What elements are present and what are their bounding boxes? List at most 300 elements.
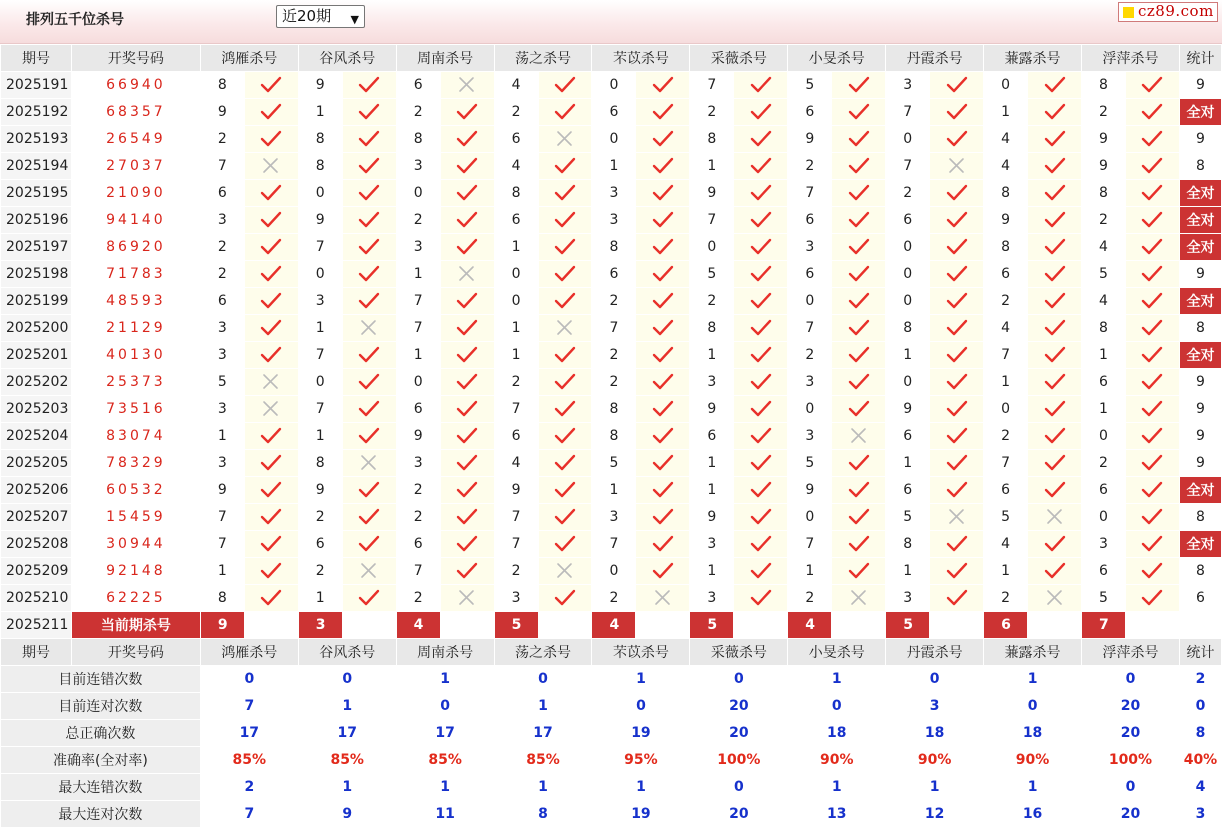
result-mark-cell xyxy=(930,450,984,477)
stats-label: 最大连错次数 xyxy=(1,774,201,801)
header-expert-3: 周南杀号 xyxy=(396,639,494,666)
result-mark-cell xyxy=(1125,423,1179,450)
result-mark-cell xyxy=(930,126,984,153)
check-mark-icon xyxy=(946,535,968,553)
kill-number-cell: 1 xyxy=(1082,342,1126,369)
result-mark-cell xyxy=(1028,315,1082,342)
result-mark-cell xyxy=(734,126,788,153)
kill-number-cell: 7 xyxy=(592,531,636,558)
check-mark-icon xyxy=(652,265,674,283)
kill-number-cell: 9 xyxy=(298,72,342,99)
kill-number-cell: 6 xyxy=(886,207,930,234)
draw-number-cell: 92148 xyxy=(71,558,200,585)
check-mark-icon xyxy=(652,508,674,526)
kill-number-cell: 0 xyxy=(592,72,636,99)
result-mark-cell xyxy=(244,558,298,585)
result-mark-cell xyxy=(734,369,788,396)
stat-cell: 6 xyxy=(1179,585,1221,612)
draw-number-cell: 26549 xyxy=(71,126,200,153)
result-mark-cell xyxy=(1028,99,1082,126)
kill-number-cell: 3 xyxy=(200,450,244,477)
draw-number-cell: 15459 xyxy=(71,504,200,531)
check-mark-icon xyxy=(1141,373,1163,391)
result-mark-cell xyxy=(636,153,690,180)
kill-number-cell: 0 xyxy=(298,261,342,288)
check-mark-icon xyxy=(1044,481,1066,499)
kill-number-cell: 9 xyxy=(984,207,1028,234)
check-mark-icon xyxy=(1141,211,1163,229)
kill-number-cell: 3 xyxy=(396,153,440,180)
draw-number-cell: 30944 xyxy=(71,531,200,558)
check-mark-icon xyxy=(456,427,478,445)
check-mark-icon xyxy=(848,319,870,337)
kill-number-cell: 1 xyxy=(1082,396,1126,423)
check-mark-icon xyxy=(358,400,380,418)
stat-cell: 9 xyxy=(1179,72,1221,99)
result-mark-cell xyxy=(1028,369,1082,396)
check-mark-icon xyxy=(652,211,674,229)
check-mark-icon xyxy=(750,589,772,607)
kill-number-cell: 2 xyxy=(494,558,538,585)
current-kill-number: 4 xyxy=(788,612,832,639)
kill-number-cell: 3 xyxy=(396,234,440,261)
result-mark-cell xyxy=(1028,234,1082,261)
result-mark-cell xyxy=(636,99,690,126)
check-mark-icon xyxy=(750,346,772,364)
kill-number-cell: 1 xyxy=(298,315,342,342)
result-mark-cell xyxy=(342,315,396,342)
kill-number-cell: 8 xyxy=(592,423,636,450)
stats-value: 100% xyxy=(690,747,788,774)
check-mark-icon xyxy=(946,481,968,499)
result-mark-cell xyxy=(832,153,886,180)
kill-number-cell: 5 xyxy=(690,261,734,288)
result-mark-cell xyxy=(734,423,788,450)
stats-value: 85% xyxy=(298,747,396,774)
result-mark-cell xyxy=(440,207,494,234)
all-correct-badge: 全对 xyxy=(1179,477,1221,504)
kill-number-cell: 1 xyxy=(298,423,342,450)
result-mark-cell xyxy=(734,234,788,261)
cross-mark-icon xyxy=(260,400,282,418)
check-mark-icon xyxy=(750,319,772,337)
stats-label: 最大连对次数 xyxy=(1,801,201,828)
result-mark-cell xyxy=(1125,531,1179,558)
check-mark-icon xyxy=(652,481,674,499)
check-mark-icon xyxy=(848,130,870,148)
check-mark-icon xyxy=(848,265,870,283)
cross-mark-icon xyxy=(1044,508,1066,526)
kill-number-cell: 3 xyxy=(886,585,930,612)
stat-cell: 8 xyxy=(1179,504,1221,531)
kill-number-cell: 1 xyxy=(396,261,440,288)
current-kill-spacer xyxy=(342,612,396,639)
check-mark-icon xyxy=(358,346,380,364)
stats-value: 20 xyxy=(690,693,788,720)
header-expert-5: 芣苡杀号 xyxy=(592,45,690,72)
check-mark-icon xyxy=(848,508,870,526)
result-mark-cell xyxy=(244,477,298,504)
kill-number-cell: 2 xyxy=(298,504,342,531)
result-mark-cell xyxy=(342,585,396,612)
kill-number-cell: 8 xyxy=(886,315,930,342)
kill-number-cell: 9 xyxy=(298,207,342,234)
table-row xyxy=(1,531,1222,558)
check-mark-icon xyxy=(946,130,968,148)
stats-value: 7 xyxy=(200,801,298,828)
check-mark-icon xyxy=(848,238,870,256)
kill-number-cell: 2 xyxy=(592,585,636,612)
check-mark-icon xyxy=(1141,346,1163,364)
period-cell: 2025195 xyxy=(1,180,72,207)
kill-number-cell: 3 xyxy=(494,585,538,612)
check-mark-icon xyxy=(848,400,870,418)
check-mark-icon xyxy=(1044,265,1066,283)
stats-value: 0 xyxy=(200,666,298,693)
kill-number-cell: 2 xyxy=(592,342,636,369)
check-mark-icon xyxy=(260,292,282,310)
kill-number-cell: 2 xyxy=(592,288,636,315)
kill-number-cell: 3 xyxy=(788,423,832,450)
result-mark-cell xyxy=(244,369,298,396)
header-draw: 开奖号码 xyxy=(71,639,200,666)
result-mark-cell xyxy=(440,288,494,315)
result-mark-cell xyxy=(636,504,690,531)
check-mark-icon xyxy=(260,211,282,229)
period-cell: 2025199 xyxy=(1,288,72,315)
draw-number-cell: 60532 xyxy=(71,477,200,504)
result-mark-cell xyxy=(244,72,298,99)
kill-number-cell: 0 xyxy=(494,261,538,288)
result-mark-cell xyxy=(930,531,984,558)
kill-number-cell: 6 xyxy=(1082,477,1126,504)
table-body xyxy=(1,45,1222,828)
header-expert-4: 荡之杀号 xyxy=(494,45,592,72)
period-select-value: 近20期 xyxy=(282,7,332,25)
period-cell: 2025200 xyxy=(1,315,72,342)
header-expert-8: 丹霞杀号 xyxy=(886,639,984,666)
check-mark-icon xyxy=(750,184,772,202)
result-mark-cell xyxy=(636,234,690,261)
cross-mark-icon xyxy=(554,130,576,148)
current-kill-spacer xyxy=(1028,612,1082,639)
kill-number-cell: 0 xyxy=(1082,423,1126,450)
result-mark-cell xyxy=(440,531,494,558)
check-mark-icon xyxy=(1044,346,1066,364)
check-mark-icon xyxy=(456,508,478,526)
check-mark-icon xyxy=(750,400,772,418)
table-row xyxy=(1,72,1222,99)
kill-number-cell: 0 xyxy=(886,261,930,288)
check-mark-icon xyxy=(456,481,478,499)
draw-number-cell: 68357 xyxy=(71,99,200,126)
result-mark-cell xyxy=(1028,477,1082,504)
result-mark-cell xyxy=(930,153,984,180)
period-cell: 2025191 xyxy=(1,72,72,99)
check-mark-icon xyxy=(554,292,576,310)
result-mark-cell xyxy=(342,234,396,261)
kill-number-cell: 6 xyxy=(690,423,734,450)
result-mark-cell xyxy=(734,342,788,369)
check-mark-icon xyxy=(946,346,968,364)
check-mark-icon xyxy=(946,319,968,337)
kill-number-cell: 0 xyxy=(1082,504,1126,531)
result-mark-cell xyxy=(930,180,984,207)
kill-number-cell: 4 xyxy=(494,450,538,477)
result-mark-cell xyxy=(636,558,690,585)
table-row xyxy=(1,315,1222,342)
result-mark-cell xyxy=(930,99,984,126)
kill-number-cell: 6 xyxy=(592,261,636,288)
kill-number-cell: 0 xyxy=(886,126,930,153)
header-expert-2: 谷风杀号 xyxy=(298,639,396,666)
kill-number-cell: 6 xyxy=(788,207,832,234)
stats-value: 0 xyxy=(690,774,788,801)
result-mark-cell xyxy=(1028,423,1082,450)
stat-cell: 9 xyxy=(1179,396,1221,423)
kill-number-cell: 1 xyxy=(690,558,734,585)
period-select[interactable] xyxy=(276,5,365,28)
result-mark-cell xyxy=(244,342,298,369)
table-row xyxy=(1,99,1222,126)
period-cell: 2025198 xyxy=(1,261,72,288)
check-mark-icon xyxy=(750,130,772,148)
result-mark-cell xyxy=(636,72,690,99)
cross-mark-icon xyxy=(260,157,282,175)
table-row xyxy=(1,477,1222,504)
current-kill-spacer xyxy=(1125,612,1179,639)
check-mark-icon xyxy=(1141,400,1163,418)
header-expert-4: 荡之杀号 xyxy=(494,639,592,666)
header-expert-2: 谷风杀号 xyxy=(298,45,396,72)
table-row xyxy=(1,423,1222,450)
kill-number-cell: 1 xyxy=(592,477,636,504)
check-mark-icon xyxy=(456,373,478,391)
kill-number-cell: 9 xyxy=(200,99,244,126)
check-mark-icon xyxy=(1141,589,1163,607)
kill-number-cell: 0 xyxy=(298,180,342,207)
stats-value: 1 xyxy=(396,774,494,801)
result-mark-cell xyxy=(734,585,788,612)
stats-value: 0 xyxy=(1082,774,1180,801)
kill-number-cell: 0 xyxy=(396,369,440,396)
result-mark-cell xyxy=(538,585,592,612)
check-mark-icon xyxy=(1141,184,1163,202)
kill-number-cell: 5 xyxy=(788,72,832,99)
check-mark-icon xyxy=(1141,454,1163,472)
draw-number-cell: 78329 xyxy=(71,450,200,477)
result-mark-cell xyxy=(734,558,788,585)
result-mark-cell xyxy=(440,99,494,126)
kill-number-cell: 9 xyxy=(396,423,440,450)
kill-number-cell: 2 xyxy=(298,558,342,585)
result-mark-cell xyxy=(1028,207,1082,234)
result-mark-cell xyxy=(244,504,298,531)
stats-label: 目前连错次数 xyxy=(1,666,201,693)
check-mark-icon xyxy=(750,103,772,121)
result-mark-cell xyxy=(636,477,690,504)
check-mark-icon xyxy=(260,265,282,283)
result-mark-cell xyxy=(538,72,592,99)
stats-value: 0 xyxy=(886,666,984,693)
check-mark-icon xyxy=(652,157,674,175)
table-row xyxy=(1,504,1222,531)
result-mark-cell xyxy=(244,207,298,234)
kill-number-cell: 0 xyxy=(984,72,1028,99)
check-mark-icon xyxy=(848,211,870,229)
result-mark-cell xyxy=(832,234,886,261)
kill-number-cell: 2 xyxy=(886,180,930,207)
page-title: 排列五千位杀号 xyxy=(26,12,124,28)
kill-number-cell: 6 xyxy=(984,477,1028,504)
stats-label: 总正确次数 xyxy=(1,720,201,747)
result-mark-cell xyxy=(734,72,788,99)
kill-number-cell: 2 xyxy=(592,369,636,396)
table-row xyxy=(1,261,1222,288)
check-mark-icon xyxy=(946,103,968,121)
kill-number-cell: 8 xyxy=(1082,315,1126,342)
kill-number-cell: 2 xyxy=(494,99,538,126)
result-mark-cell xyxy=(440,558,494,585)
kill-number-cell: 7 xyxy=(494,531,538,558)
kill-number-cell: 8 xyxy=(298,153,342,180)
check-mark-icon xyxy=(358,130,380,148)
stats-value: 90% xyxy=(788,747,886,774)
result-mark-cell xyxy=(342,99,396,126)
result-mark-cell xyxy=(440,450,494,477)
result-mark-cell xyxy=(636,288,690,315)
stats-label: 准确率(全对率) xyxy=(1,747,201,774)
kill-number-cell: 1 xyxy=(984,558,1028,585)
kill-number-cell: 3 xyxy=(298,288,342,315)
check-mark-icon xyxy=(1141,130,1163,148)
cross-mark-icon xyxy=(358,319,380,337)
cross-mark-icon xyxy=(848,589,870,607)
kill-number-cell: 0 xyxy=(396,180,440,207)
kill-number-cell: 9 xyxy=(200,477,244,504)
cross-mark-icon xyxy=(456,76,478,94)
period-cell: 2025206 xyxy=(1,477,72,504)
result-mark-cell xyxy=(832,126,886,153)
check-mark-icon xyxy=(946,238,968,256)
kill-number-cell: 7 xyxy=(298,234,342,261)
stats-value: 18 xyxy=(788,720,886,747)
kill-number-cell: 7 xyxy=(886,99,930,126)
check-mark-icon xyxy=(260,238,282,256)
kill-number-cell: 2 xyxy=(984,585,1028,612)
kill-number-cell: 3 xyxy=(886,72,930,99)
kill-number-cell: 4 xyxy=(1082,288,1126,315)
kill-number-cell: 9 xyxy=(1082,153,1126,180)
result-mark-cell xyxy=(930,558,984,585)
check-mark-icon xyxy=(1044,427,1066,445)
result-mark-cell xyxy=(832,180,886,207)
table-row xyxy=(1,396,1222,423)
check-mark-icon xyxy=(750,481,772,499)
result-mark-cell xyxy=(832,261,886,288)
kill-number-cell: 0 xyxy=(690,234,734,261)
result-mark-cell xyxy=(930,234,984,261)
cross-mark-icon xyxy=(554,562,576,580)
kill-number-cell: 7 xyxy=(984,342,1028,369)
period-cell: 2025204 xyxy=(1,423,72,450)
header-stat: 统计 xyxy=(1179,639,1221,666)
check-mark-icon xyxy=(652,76,674,94)
current-period: 2025211 xyxy=(1,612,72,639)
result-mark-cell xyxy=(538,315,592,342)
check-mark-icon xyxy=(1141,292,1163,310)
result-mark-cell xyxy=(244,153,298,180)
site-logo[interactable] xyxy=(1118,2,1218,22)
stats-value: 1 xyxy=(788,666,886,693)
result-mark-cell xyxy=(538,288,592,315)
result-mark-cell xyxy=(1028,396,1082,423)
check-mark-icon xyxy=(358,535,380,553)
check-mark-icon xyxy=(1141,481,1163,499)
kill-number-cell: 6 xyxy=(886,423,930,450)
result-mark-cell xyxy=(538,369,592,396)
result-mark-cell xyxy=(1028,72,1082,99)
check-mark-icon xyxy=(358,157,380,175)
result-mark-cell xyxy=(1028,504,1082,531)
kill-number-cell: 8 xyxy=(298,126,342,153)
stats-value: 1 xyxy=(298,693,396,720)
check-mark-icon xyxy=(456,184,478,202)
kill-number-cell: 3 xyxy=(592,180,636,207)
current-kill-number: 5 xyxy=(494,612,538,639)
kill-number-cell: 1 xyxy=(886,558,930,585)
draw-number-cell: 21090 xyxy=(71,180,200,207)
stats-value: 0 xyxy=(494,666,592,693)
kill-number-cell: 6 xyxy=(788,99,832,126)
kill-number-cell: 5 xyxy=(1082,261,1126,288)
stats-value: 1 xyxy=(396,666,494,693)
kill-number-cell: 0 xyxy=(886,369,930,396)
kill-number-cell: 6 xyxy=(298,531,342,558)
check-mark-icon xyxy=(358,589,380,607)
check-mark-icon xyxy=(554,535,576,553)
check-mark-icon xyxy=(1141,562,1163,580)
kill-number-cell: 5 xyxy=(984,504,1028,531)
check-mark-icon xyxy=(652,292,674,310)
result-mark-cell xyxy=(636,585,690,612)
check-mark-icon xyxy=(456,562,478,580)
result-mark-cell xyxy=(1125,234,1179,261)
kill-number-cell: 9 xyxy=(690,180,734,207)
check-mark-icon xyxy=(554,589,576,607)
period-cell: 2025205 xyxy=(1,450,72,477)
top-bar xyxy=(0,0,1222,44)
result-mark-cell xyxy=(832,315,886,342)
check-mark-icon xyxy=(358,211,380,229)
stats-value: 16 xyxy=(984,801,1082,828)
period-cell: 2025197 xyxy=(1,234,72,261)
draw-number-cell: 73516 xyxy=(71,396,200,423)
stats-value: 0 xyxy=(298,666,396,693)
kill-number-cell: 7 xyxy=(494,396,538,423)
result-mark-cell xyxy=(342,207,396,234)
kill-number-cell: 7 xyxy=(200,531,244,558)
result-mark-cell xyxy=(1125,342,1179,369)
check-mark-icon xyxy=(848,103,870,121)
header-expert-6: 采薇杀号 xyxy=(690,639,788,666)
kill-number-cell: 3 xyxy=(788,369,832,396)
result-mark-cell xyxy=(440,423,494,450)
kill-number-cell: 1 xyxy=(690,450,734,477)
result-mark-cell xyxy=(930,369,984,396)
kill-number-table xyxy=(0,44,1222,828)
result-mark-cell xyxy=(734,99,788,126)
